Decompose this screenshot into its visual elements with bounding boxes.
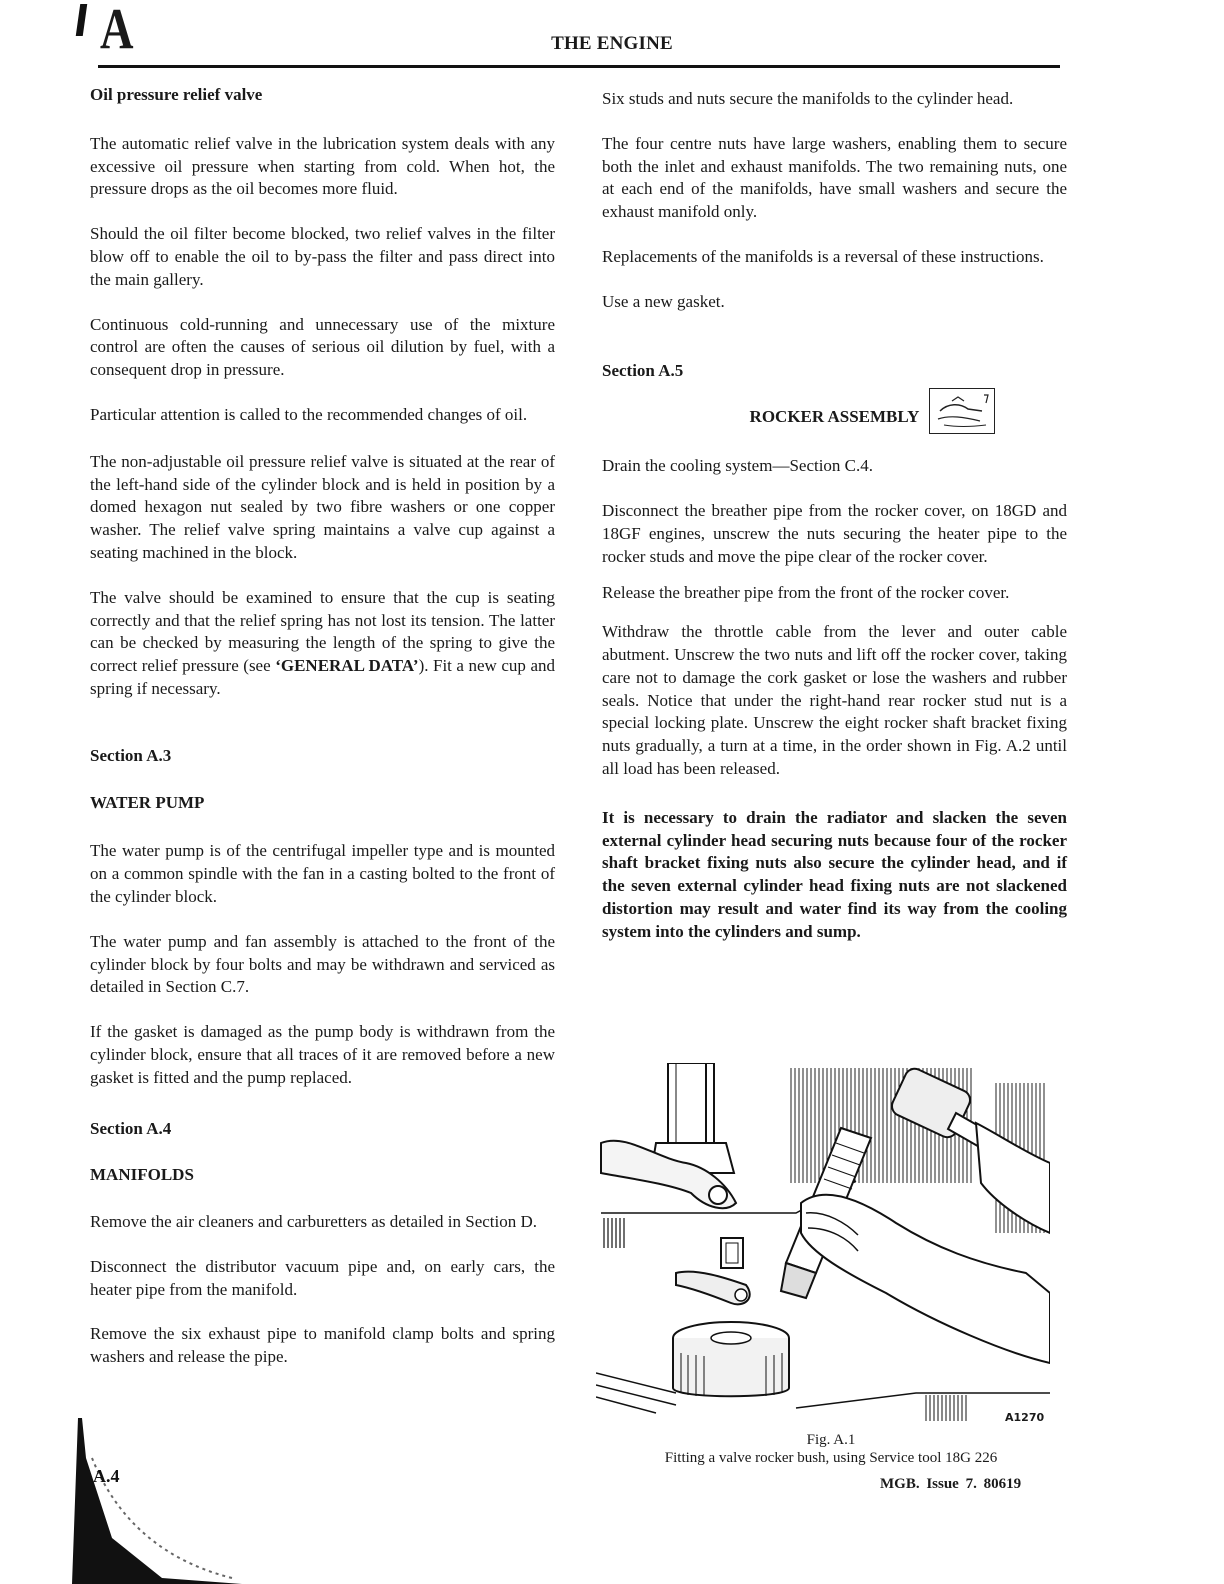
oil-paragraph-5: The non-adjustable oil pressure relief valve is situated at the rear of the left-hand side of the cylinder block and is held in position by a domed hexagon nut sealed by two fibre washers or one copper washer. The relief valve spring maintains a valve cup against a seating machined in the block.: [90, 451, 555, 562]
rocker-warning: It is necessary to drain the radiator and slacken the seven external cylinder head securing nuts because four of the rocker shaft bracket fixing nuts also secure the cylinder head, and if the seven external cylinder head fixing nuts are not slackened distortion may result and water find its way from the cooling system into the cylinders and sump.: [602, 807, 1067, 941]
page-number: A.4: [93, 1466, 120, 1486]
corner-mark: [76, 4, 87, 36]
manifolds-paragraph-2: Disconnect the distributor vacuum pipe and, on early cars, the heater pipe from the manifold.: [90, 1256, 555, 1299]
section-a4-label: Section A.4: [90, 1118, 172, 1138]
oil-paragraph-6: [90, 587, 555, 701]
section-a5-title-row: [602, 406, 1067, 429]
oil-paragraph-3: Continuous cold-running and unnecessary use of the mixture control are often the causes of serious oil dilution by fuel, with a consequent drop in pressure.: [90, 314, 555, 380]
rocker-paragraph-4: Withdraw the throttle cable from the lever and outer cable abutment. Unscrew the two nuts and lift off the rocker cover, taking care not to damage the cork gasket or lose the washers and rubber seals. Notice that under the right-hand rear rocker stud nut is a special locking plate. Unscrew the eight rocker shaft bracket fixing nuts gradually, a turn at a time, in the order shown in Fig. A.2 until all load has been released.: [602, 622, 1067, 778]
scan-edge-shadow: [72, 1418, 242, 1584]
section-a5-title: ROCKER ASSEMBLY: [749, 407, 920, 427]
water-pump-paragraph-2: The water pump and fan assembly is attached to the front of the cylinder block by four bolts and may be withdrawn and serviced as detailed in Section C.7.: [90, 931, 555, 997]
oil-paragraph-2: Should the oil filter become blocked, two relief valves in the filter blow off to enable the oil to by-pass the filter and pass direct into the main gallery.: [90, 224, 555, 289]
section-a5-label: Section A.5: [602, 360, 684, 380]
header-rule: [98, 65, 1060, 68]
oil-p6-end: ). Fit a new cup and spring if necessary.: [90, 656, 555, 698]
section-letter: A: [100, 0, 134, 61]
figure-a1-illustration: [596, 1063, 1050, 1425]
manifolds-paragraph-5: The four centre nuts have large washers, enabling them to secure both the inlet and exhaust manifolds. The two remaining nuts, one at each end of the manifolds, have small washers and secure the exhaust manifold only.: [602, 133, 1067, 222]
left-column: [90, 84, 555, 1391]
oil-paragraph-1: The automatic relief valve in the lubrication system deals with any excessive oil pressure when starting from cold. When hot, the pressure drops as the oil becomes more fluid.: [90, 133, 555, 199]
oil-p6-start: The valve should be examined to ensure that the cup is seating correctly and that the relief spring has not lost its tension. The latter can be checked by measuring the length of the spring to give the correct relief pressure (see: [90, 587, 555, 676]
figure-number: Fig. A.1: [806, 1432, 856, 1448]
right-column: [602, 88, 1067, 966]
oil-paragraph-4: Particular attention is called to the recommended changes of oil.: [90, 404, 528, 424]
document-id: MGB. Issue 7. 80619: [880, 1476, 1022, 1492]
manifolds-paragraph-7: Use a new gasket.: [602, 291, 725, 311]
manifolds-paragraph-3: Remove the six exhaust pipe to manifold clamp bolts and spring washers and release the pipe.: [90, 1324, 555, 1367]
rocker-cover-icon: [929, 388, 995, 434]
general-data-ref: ‘GENERAL DATA’: [275, 656, 419, 676]
water-pump-paragraph-1: The water pump is of the centrifugal impeller type and is mounted on a common spindle with the fan in a casting bolted to the front of the cylinder block.: [90, 841, 555, 906]
rocker-paragraph-2: Disconnect the breather pipe from the rocker cover, on 18GD and 18GF engines, unscrew the nuts securing the heater pipe to the rocker studs and move the pipe clear of the rocker cover.: [602, 500, 1067, 566]
rocker-paragraph-1: Drain the cooling system—Section C.4.: [602, 456, 874, 476]
manifolds-paragraph-1: Remove the air cleaners and carburetters as detailed in Section D.: [90, 1212, 538, 1232]
manifolds-paragraph-4: Six studs and nuts secure the manifolds to the cylinder head.: [602, 89, 1014, 108]
oil-heading: Oil pressure relief valve: [90, 85, 263, 104]
manifolds-paragraph-6: Replacements of the manifolds is a reversal of these instructions.: [602, 246, 1044, 266]
rocker-paragraph-3: Release the breather pipe from the front of the rocker cover.: [602, 583, 1010, 603]
section-a3-label: Section A.3: [90, 745, 172, 765]
section-a3-title: WATER PUMP: [90, 792, 205, 812]
water-pump-paragraph-3: If the gasket is damaged as the pump body is withdrawn from the cylinder block, ensure that all traces of it are removed before a new gasket is fitted and the pump replaced.: [90, 1022, 555, 1087]
figure-caption: Fitting a valve rocker bush, using Service tool 18G 226: [664, 1450, 998, 1466]
figure-code: A1270: [1005, 1411, 1045, 1424]
page-title: THE ENGINE: [551, 33, 673, 54]
section-a4-title: MANIFOLDS: [90, 1165, 194, 1185]
